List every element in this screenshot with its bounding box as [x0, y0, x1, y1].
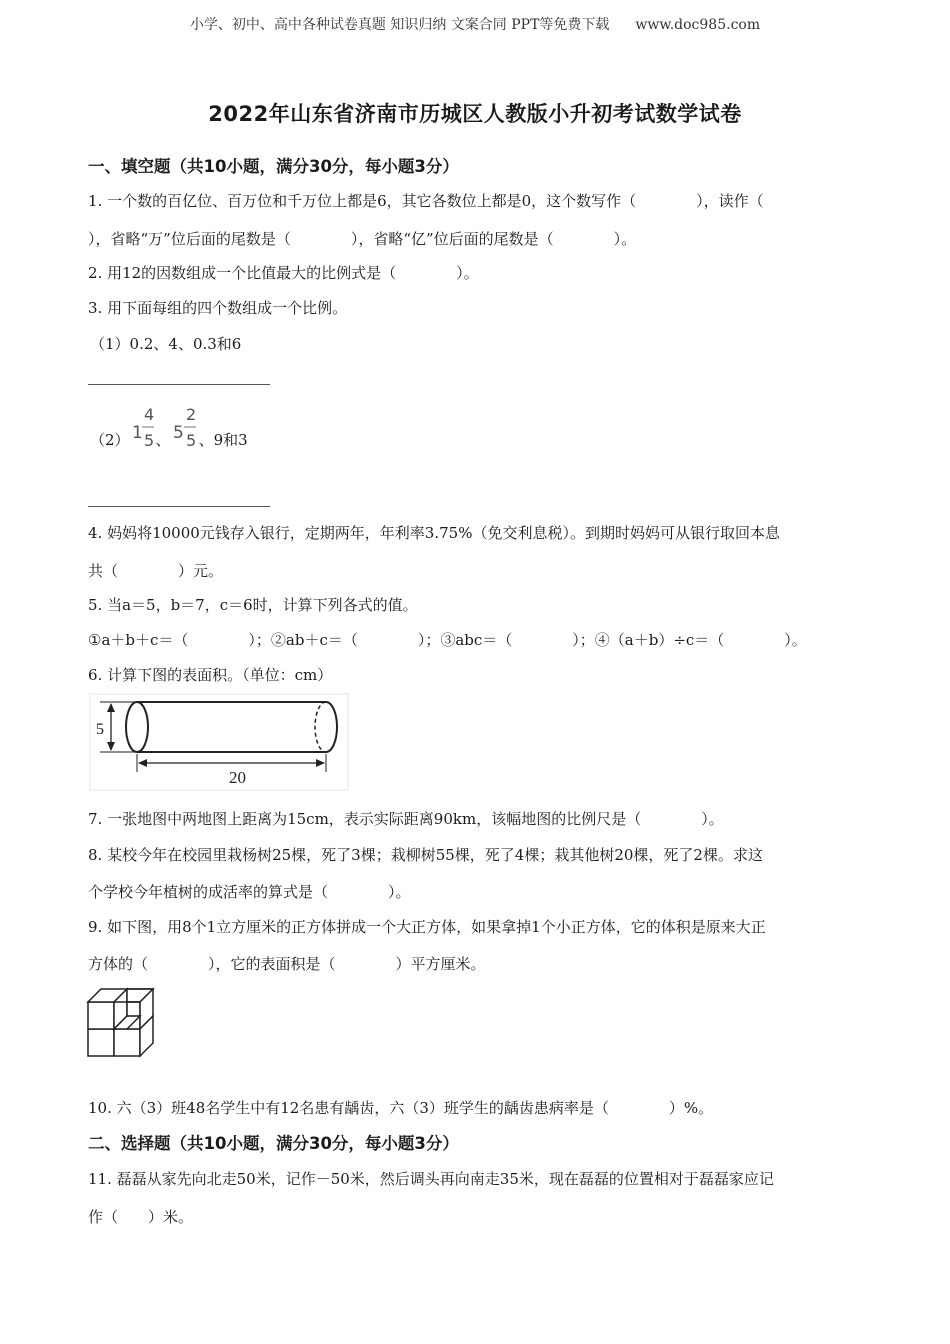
mixed-fraction-2: [171, 402, 199, 457]
diameter-label: 5: [96, 721, 104, 738]
answer-line-3-2: [88, 506, 270, 507]
header-url[interactable]: www.doc985.com: [635, 17, 761, 33]
page-header: [0, 14, 950, 34]
question-3-sub-2: [90, 402, 248, 457]
question-11-line-2: 作（ ）米。: [88, 1208, 194, 1226]
question-5-line-1: 5. 当a＝5，b＝7，c＝6时，计算下列各式的值。: [88, 596, 418, 614]
fraction-2-numerator: 2: [185, 405, 196, 424]
length-label: 20: [229, 768, 246, 787]
question-2: 2. 用12的因数组成一个比值最大的比例式是（ ）。: [88, 264, 479, 282]
document-title: 2022年山东省济南市历城区人教版小升初考试数学试卷: [208, 102, 742, 126]
question-3-sub-2-prefix: （2）: [90, 431, 130, 449]
question-10: 10. 六（3）班48名学生中有12名患有龋齿，六（3）班学生的龋齿患病率是（ ）%。: [88, 1099, 714, 1117]
mixed-fraction-1: [130, 402, 156, 457]
question-3-sub-2-suffix: 、9和3: [198, 431, 248, 449]
header-text: 小学、初中、高中各种试卷真题 知识归纳 文案合同 PPT等免费下载: [189, 17, 610, 33]
question-3-sub-1: （1）0.2、4、0.3和6: [90, 335, 242, 353]
section-heading-fill-in: 一、填空题（共10小题，满分30分，每小题3分）: [88, 157, 459, 176]
question-4-line-1: 4. 妈妈将10000元钱存入银行，定期两年，年利率3.75%（免交利息税）。到期时妈妈可从银行取回本息: [88, 524, 780, 542]
question-7: 7. 一张地图中两地图上距离为15cm，表示实际距离90km，该幅地图的比例尺是（ ）。: [88, 810, 724, 828]
question-6: 6. 计算下图的表面积。（单位：cm）: [88, 666, 333, 684]
fraction-separator: 、: [155, 431, 171, 449]
question-5-line-2: ①a＋b＋c＝（ ）；②ab＋c＝（ ）；③abc＝（ ）；④（a＋b）÷c＝（ ）。: [88, 631, 807, 649]
question-9-line-2: 方体的（ ），它的表面积是（ ）平方厘米。: [88, 955, 486, 973]
question-1-line-1: 1. 一个数的百亿位、百万位和千万位上都是6，其它各数位上都是0，这个数写作（ ），读作（: [88, 192, 764, 210]
question-8-line-2: 个学校今年植树的成活率的算式是（ ）。: [88, 883, 411, 901]
question-11-line-1: 11. 磊磊从家先向北走50米，记作－50米，然后调头再向南走35米，现在磊磊的位置相对于磊磊家应记: [88, 1170, 774, 1188]
cylinder-figure: [88, 692, 350, 792]
fraction-1-numerator: 4: [143, 405, 154, 424]
question-3: 3. 用下面每组的四个数组成一个比例。: [88, 299, 348, 317]
question-4-line-2: 共（ ）元。: [88, 562, 224, 580]
fraction-1-whole: 1: [131, 423, 143, 443]
fraction-1-denominator: 5: [143, 431, 154, 450]
fraction-2-whole: 5: [172, 423, 184, 443]
fraction-2-denominator: 5: [185, 431, 196, 450]
question-1-line-2: ），省略“万”位后面的尾数是（ ），省略“亿”位后面的尾数是（ ）。: [88, 230, 637, 248]
question-9-line-1: 9. 如下图，用8个1立方厘米的正方体拼成一个大正方体，如果拿掉1个小正方体，它的体积是原来大正: [88, 918, 766, 936]
cube-figure: [85, 982, 165, 1062]
question-8-line-1: 8. 某校今年在校园里栽杨树25棵，死了3棵；栽柳树55棵，死了4棵；栽其他树20棵，死了2棵。求这: [88, 846, 763, 864]
answer-line-3-1: [88, 384, 270, 385]
section-heading-multiple-choice: 二、选择题（共10小题，满分30分，每小题3分）: [88, 1134, 459, 1153]
